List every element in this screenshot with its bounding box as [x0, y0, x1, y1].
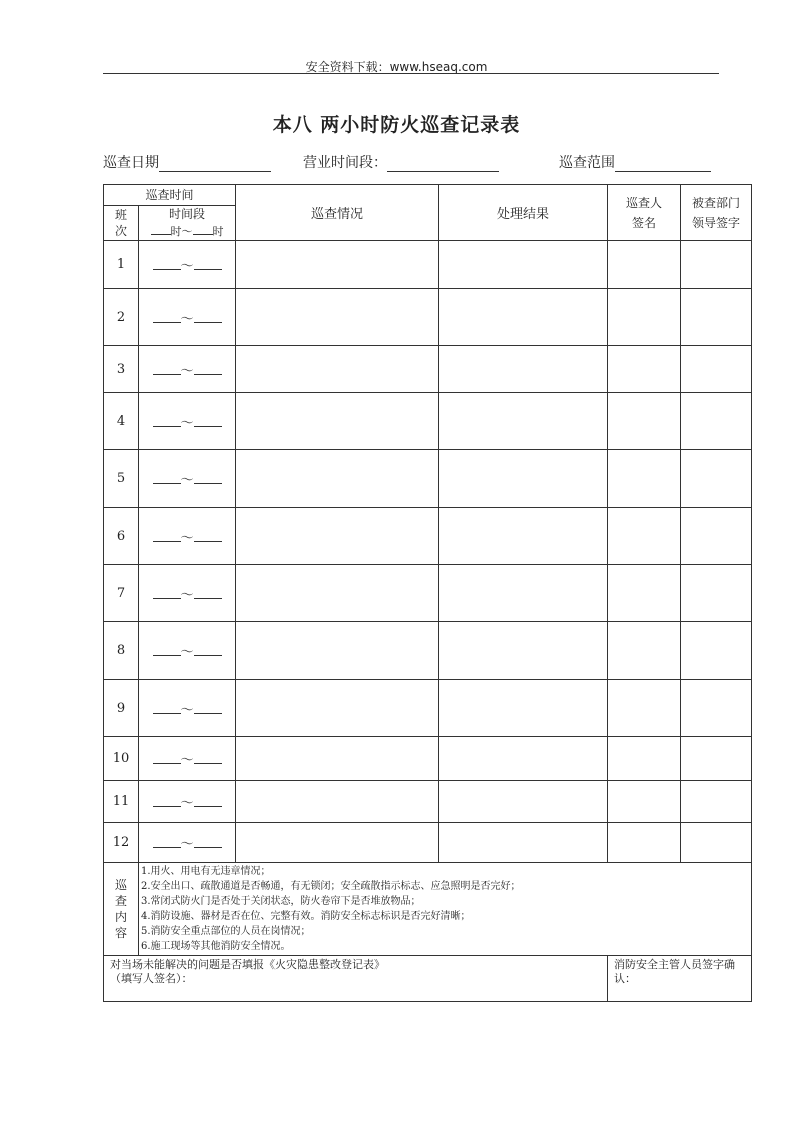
table-row: [104, 393, 752, 450]
table-row: [104, 450, 752, 508]
table-row: [104, 680, 752, 737]
time-range-cell[interactable]: ～: [139, 823, 236, 863]
inspector-sign-header: [608, 185, 681, 241]
shift-number: 9: [104, 680, 139, 737]
situation-cell[interactable]: [236, 680, 439, 737]
time-range-cell[interactable]: ～: [139, 737, 236, 781]
shift-header: [104, 206, 139, 241]
unresolved-issue-note[interactable]: [104, 956, 608, 1002]
situation-cell[interactable]: [236, 346, 439, 393]
time-period-header: [139, 206, 236, 241]
content-list: [139, 863, 752, 956]
shift-header-line1: 班: [114, 208, 127, 222]
time-range-cell[interactable]: ～: [139, 289, 236, 346]
time-period-label: 时间段: [169, 207, 206, 221]
dept-sign-cell[interactable]: [681, 393, 752, 450]
dept-sign-cell[interactable]: [681, 346, 752, 393]
situation-header: 巡查情况: [236, 185, 439, 241]
result-cell[interactable]: [439, 450, 608, 508]
result-cell[interactable]: [439, 393, 608, 450]
unresolved-note-line1: 对当场未能解决的问题是否填报《火灾隐患整改登记表》: [110, 958, 385, 971]
inspect-scope-label: 巡查范围: [559, 155, 615, 171]
situation-cell[interactable]: [236, 393, 439, 450]
dept-header-line1: 被查部门: [692, 195, 741, 210]
table-row: [104, 622, 752, 680]
time-range-cell[interactable]: ～: [139, 680, 236, 737]
page-title: 本八 两小时防火巡查记录表: [272, 114, 521, 136]
business-hours-blank[interactable]: [387, 155, 499, 172]
time-period-format: 时～ 时: [139, 222, 235, 240]
inspector-sign-cell[interactable]: [608, 781, 681, 823]
dept-sign-cell[interactable]: [681, 508, 752, 565]
inspect-scope-blank[interactable]: [615, 155, 711, 172]
table-row: [104, 289, 752, 346]
shift-number: 11: [104, 781, 139, 823]
shift-number: 7: [104, 565, 139, 622]
shift-number: 12: [104, 823, 139, 863]
inspector-sign-cell[interactable]: [608, 622, 681, 680]
dept-sign-cell[interactable]: [681, 289, 752, 346]
page-header-text: 安全资料下载：www.hseaq.com: [305, 60, 488, 74]
inspection-table: [103, 184, 752, 1002]
shift-header-line2: 次: [114, 224, 127, 238]
business-hours-field[interactable]: [303, 152, 499, 172]
time-range-cell[interactable]: ～: [139, 241, 236, 289]
shift-number: 5: [104, 450, 139, 508]
content-item: 1.用火、用电有无违章情况；: [141, 866, 271, 877]
inspector-sign-cell[interactable]: [608, 241, 681, 289]
table-row: [104, 823, 752, 863]
shift-number: 8: [104, 622, 139, 680]
result-cell[interactable]: [439, 737, 608, 781]
result-header: 处理结果: [439, 185, 608, 241]
inspector-header-line2: 签名: [632, 215, 657, 230]
situation-cell[interactable]: [236, 781, 439, 823]
inspector-sign-cell[interactable]: [608, 450, 681, 508]
situation-cell[interactable]: [236, 622, 439, 680]
shift-number: 4: [104, 393, 139, 450]
result-cell[interactable]: [439, 289, 608, 346]
dept-sign-cell[interactable]: [681, 450, 752, 508]
fire-safety-manager-confirm[interactable]: 消防安全主管人员签字确认：: [608, 956, 752, 1002]
result-cell[interactable]: [439, 508, 608, 565]
table-row: [104, 346, 752, 393]
shift-number: 2: [104, 289, 139, 346]
inspector-sign-cell[interactable]: [608, 346, 681, 393]
time-range-cell[interactable]: ～: [139, 622, 236, 680]
dept-leader-sign-header: [681, 185, 752, 241]
dept-sign-cell[interactable]: [681, 680, 752, 737]
content-item: 5.消防安全重点部位的人员在岗情况；: [141, 926, 311, 937]
result-cell[interactable]: [439, 781, 608, 823]
shift-number: 3: [104, 346, 139, 393]
time-range-cell[interactable]: ～: [139, 393, 236, 450]
time-range-cell[interactable]: ～: [139, 508, 236, 565]
content-item: 6.施工现场等其他消防安全情况。: [141, 941, 291, 952]
business-hours-label: 营业时间段：: [303, 155, 387, 171]
situation-cell[interactable]: [236, 565, 439, 622]
time-range-cell[interactable]: ～: [139, 781, 236, 823]
content-label: 巡 查 内 容: [104, 863, 139, 956]
inspector-sign-cell[interactable]: [608, 565, 681, 622]
inspector-sign-cell[interactable]: [608, 508, 681, 565]
dept-sign-cell[interactable]: [681, 737, 752, 781]
table-row: [104, 241, 752, 289]
situation-cell[interactable]: [236, 289, 439, 346]
result-cell[interactable]: [439, 565, 608, 622]
inspect-time-header: 巡查时间: [104, 185, 236, 206]
form-fields-row: [103, 152, 723, 174]
situation-cell[interactable]: [236, 508, 439, 565]
inspect-date-field[interactable]: [103, 152, 271, 172]
content-item: 2.安全出口、疏散通道是否畅通，有无锁闭；安全疏散指示标志、应急照明是否完好；: [141, 881, 521, 892]
table-row: [104, 737, 752, 781]
content-item: 4.消防设施、器材是否在位、完整有效。消防安全标志标识是否完好清晰；: [141, 911, 471, 922]
inspector-header-line1: 巡查人: [626, 195, 663, 210]
dept-sign-cell[interactable]: [681, 622, 752, 680]
dept-sign-cell[interactable]: [681, 565, 752, 622]
situation-cell[interactable]: [236, 241, 439, 289]
result-cell[interactable]: [439, 680, 608, 737]
inspect-date-label: 巡查日期: [103, 155, 159, 171]
situation-cell[interactable]: [236, 737, 439, 781]
unresolved-note-line2: （填写人签名）：: [110, 972, 193, 985]
inspector-sign-cell[interactable]: [608, 823, 681, 863]
dept-sign-cell[interactable]: [681, 781, 752, 823]
inspector-sign-cell[interactable]: [608, 737, 681, 781]
inspect-scope-field[interactable]: [559, 152, 711, 172]
inspect-date-blank[interactable]: [159, 155, 271, 172]
situation-cell[interactable]: [236, 450, 439, 508]
header-divider: [103, 73, 719, 74]
table-row: [104, 565, 752, 622]
table-row: [104, 781, 752, 823]
shift-number: 10: [104, 737, 139, 781]
time-range-cell[interactable]: ～: [139, 346, 236, 393]
result-cell[interactable]: [439, 823, 608, 863]
time-range-cell[interactable]: ～: [139, 450, 236, 508]
content-item: 3.常闭式防火门是否处于关闭状态，防火卷帘下是否堆放物品；: [141, 896, 421, 907]
dept-sign-cell[interactable]: [681, 241, 752, 289]
situation-cell[interactable]: [236, 823, 439, 863]
inspector-sign-cell[interactable]: [608, 289, 681, 346]
result-cell[interactable]: [439, 346, 608, 393]
result-cell[interactable]: [439, 622, 608, 680]
table-row: [104, 508, 752, 565]
dept-sign-cell[interactable]: [681, 823, 752, 863]
dept-header-line2: 领导签字: [692, 215, 741, 230]
time-range-cell[interactable]: ～: [139, 565, 236, 622]
inspector-sign-cell[interactable]: [608, 393, 681, 450]
shift-number: 1: [104, 241, 139, 289]
inspector-sign-cell[interactable]: [608, 680, 681, 737]
result-cell[interactable]: [439, 241, 608, 289]
shift-number: 6: [104, 508, 139, 565]
